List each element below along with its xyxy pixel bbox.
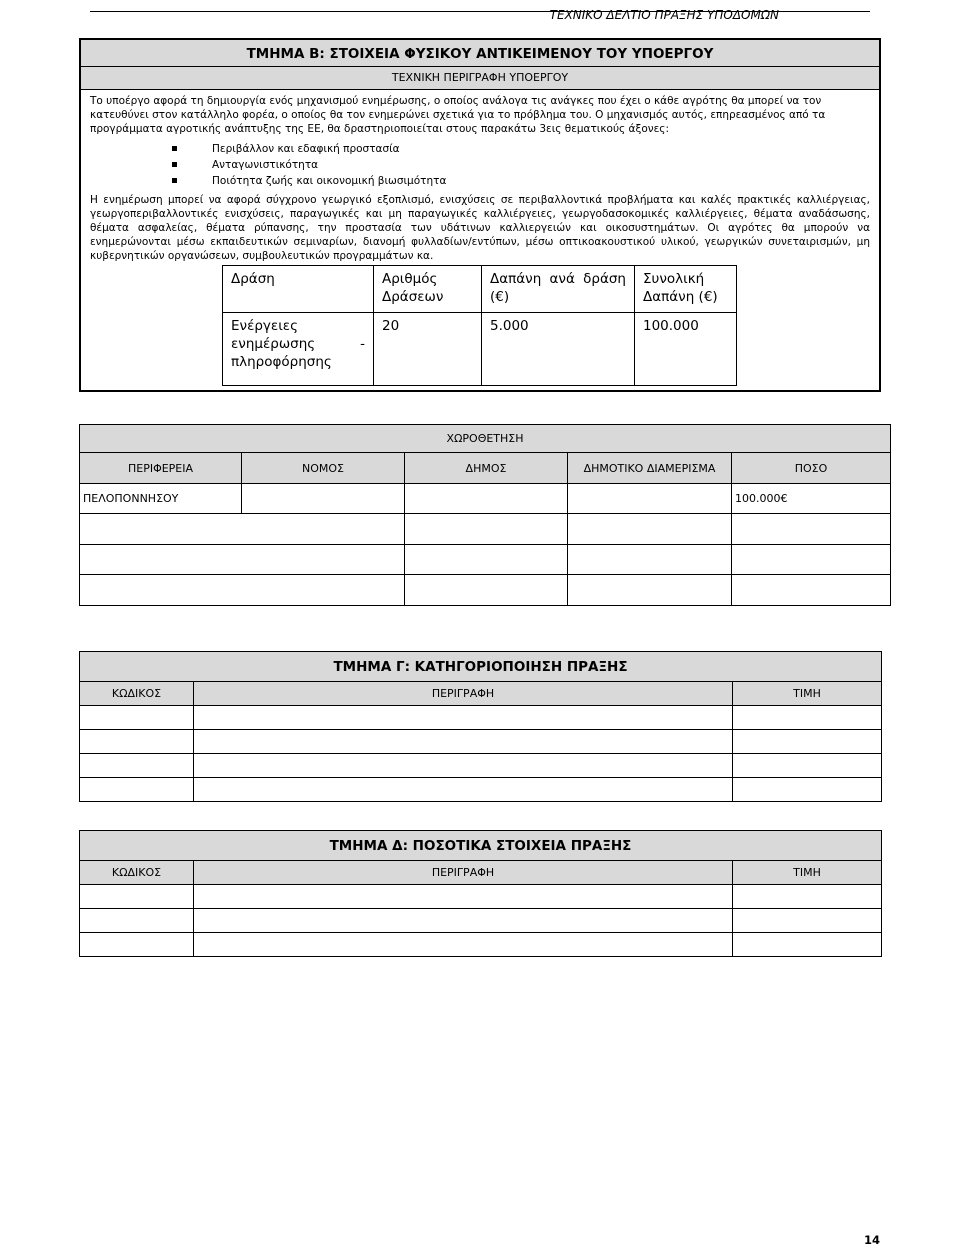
table-row [80, 514, 891, 545]
cell-action-count: 20 [374, 312, 482, 385]
bullet-item: Ανταγωνιστικότητα [172, 157, 870, 173]
header-action: Δράση [223, 265, 374, 312]
section-c-header-row [80, 682, 882, 706]
section-c-title: ΤΜΗΜΑ Γ: ΚΑΤΗΓΟΡΙΟΠΟΙΗΣΗ ΠΡΑΞΗΣ [80, 652, 882, 682]
location-title: ΧΩΡΟΘΕΤΗΣΗ [80, 425, 891, 453]
table-row [80, 754, 882, 778]
header-region: ΠΕΡΙΦΕΡΕΙΑ [80, 453, 242, 484]
cell-total-cost: 100.000 [635, 312, 737, 385]
table-row [223, 312, 737, 385]
header-code: ΚΩΔΙΚΟΣ [80, 682, 194, 706]
page-number: 14 [863, 1233, 880, 1247]
section-c-table [79, 651, 882, 802]
paragraph-details: Η ενημέρωση μπορεί να αφορά σύγχρονο γεωργικό εξοπλισμό, ενισχύσεις σε περιβαλλοντικά προβλήματα και καλές πρακτικές καλλιέργειας, γεωργοπεριβαλλοντικές ενισχύσεις, παραγωγικές και μη παραγωγικές καλλιέργειες, γεωργοδασοκομικές καλλιέργειες, θέματα αναδάσωσης, θέματα ασφαλείας, θέματα ρύπανσης, την προστασία των υδάτινων καλλιεργειών και οικοσυστημάτων. Οι αγρότες θα μπορούν να ενημερώνονται μέσω εκπαιδευτικών σεμιναρίων, διανομή φυλλαδίων/εντύπων, μέσω οπτικοακουστικού υλικού, γεωργικών συνεταιρισμών, μη κυβερνητικών οργανώσεων, συμβουλευτικών προγραμμάτων κα. [90, 193, 870, 263]
section-d-title: ΤΜΗΜΑ Δ: ΠΟΣΟΤΙΚΑ ΣΤΟΙΧΕΙΑ ΠΡΑΞΗΣ [80, 831, 882, 861]
table-header-row [223, 265, 737, 312]
section-b-title: ΤΜΗΜΑ Β: ΣΤΟΙΧΕΙΑ ΦΥΣΙΚΟΥ ΑΝΤΙΚΕΙΜΕΝΟΥ ΤΟΥ ΥΠΟΕΡΓΟΥ [81, 40, 879, 67]
bullet-item: Περιβάλλον και εδαφική προστασία [172, 141, 870, 157]
header-code: ΚΩΔΙΚΟΣ [80, 861, 194, 885]
table-row [80, 575, 891, 606]
cell-region: ΠΕΛΟΠΟΝΝΗΣΟΥ [80, 484, 242, 514]
header-action-count: Αριθμός Δράσεων [374, 265, 482, 312]
location-header-row [80, 453, 891, 484]
section-d-header-row [80, 861, 882, 885]
table-row [80, 730, 882, 754]
section-b-subtitle: ΤΕΧΝΙΚΗ ΠΕΡΙΓΡΑΦΗ ΥΠΟΕΡΓΟΥ [81, 67, 879, 90]
header-total-cost: Συνολική Δαπάνη (€) [635, 265, 737, 312]
cell-prefecture [242, 484, 405, 514]
bullet-item: Ποιότητα ζωής και οικονομική βιωσιμότητα [172, 173, 870, 189]
cell-amount: 100.000€ [732, 484, 891, 514]
table-row [80, 484, 891, 514]
cell-cost-per-action: 5.000 [482, 312, 635, 385]
document-header-title: ΤΕΧΝΙΚΟ ΔΕΛΤΙΟ ΠΡΑΞΗΣ ΥΠΟΔΟΜΩΝ [549, 8, 779, 22]
section-d-title-row [80, 831, 882, 861]
section-b [79, 38, 881, 392]
header-value: ΤΙΜΗ [733, 861, 882, 885]
section-d-table [79, 830, 882, 957]
actions-cost-table [222, 265, 737, 386]
header-municipal-district: ΔΗΜΟΤΙΚΟ ΔΙΑΜΕΡΙΣΜΑ [568, 453, 732, 484]
header-rule [90, 8, 870, 22]
header-description: ΠΕΡΙΓΡΑΦΗ [194, 682, 733, 706]
table-row [80, 706, 882, 730]
header-prefecture: ΝΟΜΟΣ [242, 453, 405, 484]
paragraph-intro: Το υποέργο αφορά τη δημιουργία ενός μηχανισμού ενημέρωσης, ο οποίος ανάλογα τις ανάγκες που έχει ο κάθε αγρότης θα μπορεί να τον κατευθύνει στον κατάλληλο φορέα, ο οποίος θα τον ενημερώνει σχετικά για το πρόβλημα του. Ο μηχανισμός αυτός, επηρεασμένος από τα προγράμματα αγροτικής ανάπτυξης της ΕΕ, θα δραστηριοποιείται στους παρακάτω 3εις θεματικούς άξονες: [90, 95, 826, 136]
location-title-row [80, 425, 891, 453]
header-value: ΤΙΜΗ [733, 682, 882, 706]
bullet-list [90, 141, 870, 189]
section-b-body [81, 90, 879, 264]
table-row [80, 933, 882, 957]
header-cost-per-action: Δαπάνη ανά δράση (€) [482, 265, 635, 312]
cell-action: Ενέργειες ενημέρωσης - πληροφόρησης [223, 312, 374, 385]
location-table [79, 424, 891, 606]
header-municipality: ΔΗΜΟΣ [405, 453, 568, 484]
table-row [80, 885, 882, 909]
table-row [80, 909, 882, 933]
table-row [80, 778, 882, 802]
cell-municipality [405, 484, 568, 514]
header-amount: ΠΟΣΟ [732, 453, 891, 484]
section-c-title-row [80, 652, 882, 682]
table-row [80, 545, 891, 575]
cell-municipal-district [568, 484, 732, 514]
header-description: ΠΕΡΙΓΡΑΦΗ [194, 861, 733, 885]
